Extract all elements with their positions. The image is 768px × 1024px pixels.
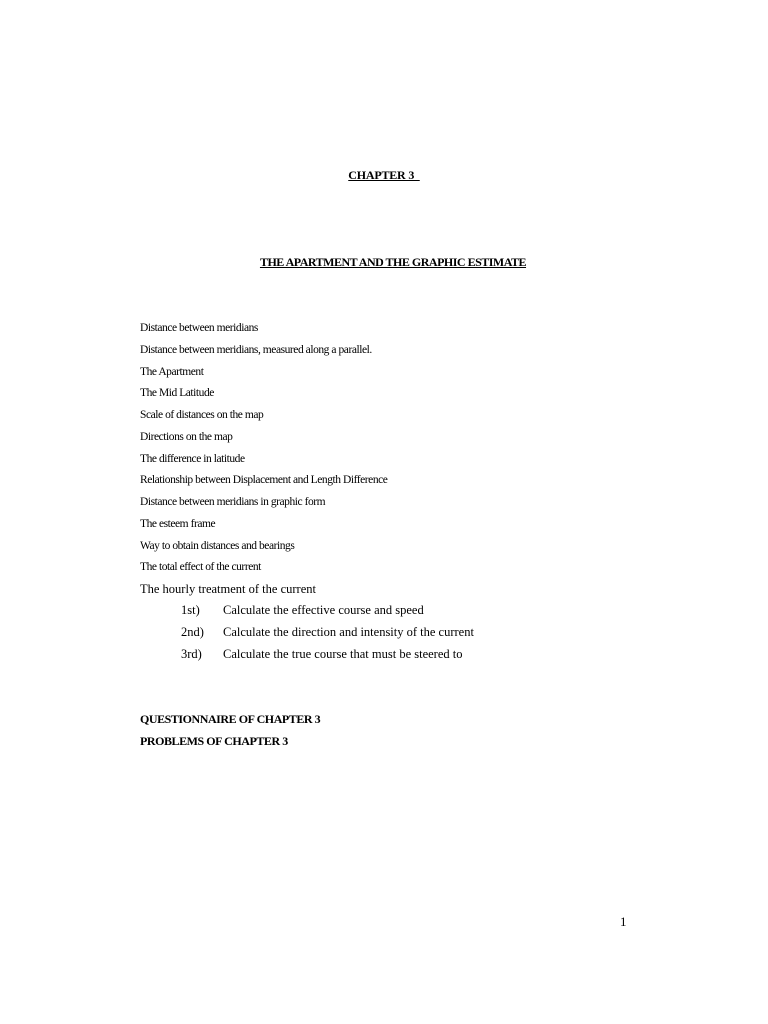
contents-item: Distance between meridians — [140, 322, 258, 334]
contents-item: The hourly treatment of the current — [140, 582, 316, 596]
contents-item: The Apartment — [140, 365, 204, 378]
contents-item: The total effect of the current — [140, 561, 261, 574]
contents-item: Relationship between Displacement and Length Difference — [140, 474, 388, 487]
step-text: Calculate the effective course and speed — [223, 603, 424, 617]
contents-item: The Mid Latitude — [140, 387, 214, 400]
contents-item: The difference in latitude — [140, 452, 245, 465]
contents-item: Directions on the map — [140, 430, 233, 443]
questionnaire-heading: QUESTIONNAIRE OF CHAPTER 3 — [140, 712, 321, 726]
chapter-title — [0, 255, 768, 270]
page-number: 1 — [620, 914, 627, 929]
step-text: Calculate the true course that must be steered to — [223, 646, 463, 661]
step-item — [181, 646, 701, 668]
chapter-heading — [0, 168, 768, 183]
backmatter-list — [140, 711, 700, 755]
step-item — [181, 602, 701, 624]
contents-item: Distance between meridians in graphic form — [140, 496, 326, 508]
step-number: 2nd) — [181, 624, 204, 639]
problems-heading: PROBLEMS OF CHAPTER 3 — [140, 733, 288, 748]
chapter-heading-text: CHAPTER 3 — [348, 168, 420, 182]
contents-item: The esteem frame — [140, 517, 216, 530]
contents-item: Way to obtain distances and bearings — [140, 539, 295, 552]
contents-list — [140, 320, 700, 603]
step-number: 3rd) — [181, 646, 202, 661]
contents-item: Scale of distances on the map — [140, 409, 264, 421]
step-item — [181, 624, 701, 646]
contents-item: Distance between meridians, measured along a parallel. — [140, 343, 372, 356]
step-number: 1st) — [181, 603, 200, 617]
step-text: Calculate the direction and intensity of the current — [223, 624, 474, 639]
chapter-title-text: THE APARTMENT AND THE GRAPHIC ESTIMATE — [259, 255, 527, 269]
current-steps-list — [181, 602, 701, 667]
